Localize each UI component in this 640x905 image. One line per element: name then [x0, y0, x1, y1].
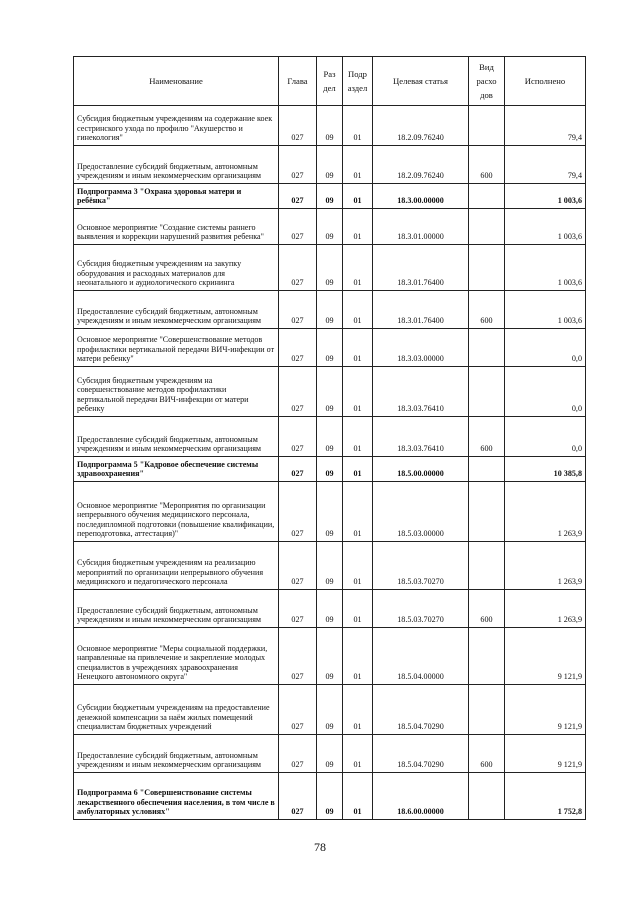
- cell-executed: 1 263,9: [505, 590, 586, 628]
- cell-expense-type: [469, 542, 505, 590]
- cell-executed: 79,4: [505, 106, 586, 146]
- cell-section: 09: [317, 482, 343, 542]
- cell-chapter: 027: [279, 590, 317, 628]
- cell-target-article: 18.3.01.00000: [373, 209, 469, 245]
- cell-section: 09: [317, 209, 343, 245]
- cell-expense-type: 600: [469, 146, 505, 184]
- table-row: [74, 482, 586, 542]
- cell-name: Субсидия бюджетным учреждениям на совершенствование методов профилактики вертикальной передачи ВИЧ-инфекции от матери ребенку: [74, 367, 279, 417]
- header-name: Наименование: [74, 57, 279, 106]
- cell-subsection: 01: [343, 417, 373, 457]
- cell-section: 09: [317, 590, 343, 628]
- cell-executed: 9 121,9: [505, 685, 586, 735]
- table-row: [74, 245, 586, 291]
- table-row: [74, 146, 586, 184]
- cell-section: 09: [317, 457, 343, 482]
- page-number: 78: [314, 840, 326, 854]
- cell-expense-type: [469, 329, 505, 367]
- cell-target-article: 18.5.04.00000: [373, 628, 469, 685]
- cell-executed: 1 003,6: [505, 209, 586, 245]
- cell-executed: 9 121,9: [505, 735, 586, 773]
- table-row: [74, 773, 586, 820]
- cell-chapter: 027: [279, 542, 317, 590]
- cell-section: 09: [317, 628, 343, 685]
- cell-chapter: 027: [279, 184, 317, 209]
- cell-chapter: 027: [279, 735, 317, 773]
- cell-section: 09: [317, 542, 343, 590]
- cell-expense-type: 600: [469, 291, 505, 329]
- cell-subsection: 01: [343, 457, 373, 482]
- table-body: [74, 106, 586, 820]
- cell-expense-type: [469, 106, 505, 146]
- cell-target-article: 18.2.09.76240: [373, 106, 469, 146]
- cell-subsection: 01: [343, 329, 373, 367]
- cell-executed: 1 003,6: [505, 184, 586, 209]
- cell-subsection: 01: [343, 735, 373, 773]
- table-header-row: [74, 57, 586, 106]
- cell-chapter: 027: [279, 209, 317, 245]
- table-row: [74, 735, 586, 773]
- table-row: [74, 417, 586, 457]
- cell-name: Предоставление субсидий бюджетным, автономным учреждениям и иным некоммерческим организациям: [74, 146, 279, 184]
- cell-expense-type: 600: [469, 590, 505, 628]
- cell-section: 09: [317, 291, 343, 329]
- cell-subsection: 01: [343, 773, 373, 820]
- cell-section: 09: [317, 245, 343, 291]
- cell-expense-type: [469, 457, 505, 482]
- table-row: [74, 209, 586, 245]
- header-section: Раз дел: [317, 57, 343, 106]
- cell-subsection: 01: [343, 482, 373, 542]
- cell-subsection: 01: [343, 106, 373, 146]
- cell-section: 09: [317, 184, 343, 209]
- cell-target-article: 18.5.03.70270: [373, 542, 469, 590]
- cell-subsection: 01: [343, 542, 373, 590]
- cell-expense-type: 600: [469, 735, 505, 773]
- cell-name: Субсидия бюджетным учреждениям на закупку оборудования и расходных материалов для неонатального и аудиологического скрининга: [74, 245, 279, 291]
- cell-target-article: 18.3.01.76400: [373, 245, 469, 291]
- cell-name: Основное мероприятие "Меры социальной поддержки, направленные на привлечение и закрепление молодых специалистов в учреждениях здравоохранения Ненецкого автономного округа": [74, 628, 279, 685]
- cell-executed: 1 003,6: [505, 245, 586, 291]
- cell-subsection: 01: [343, 245, 373, 291]
- table-row: [74, 291, 586, 329]
- cell-expense-type: [469, 367, 505, 417]
- header-expense-type: Вид расхо дов: [469, 57, 505, 106]
- cell-expense-type: [469, 685, 505, 735]
- cell-executed: 1 263,9: [505, 482, 586, 542]
- cell-expense-type: [469, 209, 505, 245]
- cell-subsection: 01: [343, 367, 373, 417]
- cell-section: 09: [317, 773, 343, 820]
- cell-name: Субсидии бюджетным учреждениям на предоставление денежной компенсации за наём жилых помещений специалистам бюджетных учреждений: [74, 685, 279, 735]
- cell-target-article: 18.5.00.00000: [373, 457, 469, 482]
- cell-target-article: 18.5.03.00000: [373, 482, 469, 542]
- cell-chapter: 027: [279, 146, 317, 184]
- cell-chapter: 027: [279, 291, 317, 329]
- table-row: [74, 367, 586, 417]
- cell-target-article: 18.3.00.00000: [373, 184, 469, 209]
- cell-name: Основное мероприятие "Создание системы раннего выявления и коррекции нарушений развития ребенка": [74, 209, 279, 245]
- cell-chapter: 027: [279, 245, 317, 291]
- cell-chapter: 027: [279, 106, 317, 146]
- cell-chapter: 027: [279, 773, 317, 820]
- budget-table: [73, 56, 586, 820]
- cell-executed: 1 752,8: [505, 773, 586, 820]
- cell-chapter: 027: [279, 417, 317, 457]
- cell-expense-type: 600: [469, 417, 505, 457]
- header-target-article: Целевая статья: [373, 57, 469, 106]
- cell-name: Подпрограмма 3 "Охрана здоровья матери и ребёнка": [74, 184, 279, 209]
- header-subsection: Подр аздел: [343, 57, 373, 106]
- cell-chapter: 027: [279, 329, 317, 367]
- cell-subsection: 01: [343, 146, 373, 184]
- cell-name: Предоставление субсидий бюджетным, автономным учреждениям и иным некоммерческим организациям: [74, 590, 279, 628]
- cell-chapter: 027: [279, 482, 317, 542]
- cell-section: 09: [317, 417, 343, 457]
- table-row: [74, 685, 586, 735]
- cell-name: Подпрограмма 6 "Совершенствование системы лекарственного обеспечения населения, в том числе в амбулаторных условиях": [74, 773, 279, 820]
- cell-section: 09: [317, 106, 343, 146]
- cell-subsection: 01: [343, 685, 373, 735]
- cell-chapter: 027: [279, 628, 317, 685]
- header-executed: Исполнено: [505, 57, 586, 106]
- table-row: [74, 628, 586, 685]
- cell-section: 09: [317, 735, 343, 773]
- cell-executed: 0,0: [505, 417, 586, 457]
- cell-name: Субсидия бюджетным учреждениям на содержание коек сестринского ухода по профилю "Акушерство и гинекология": [74, 106, 279, 146]
- cell-expense-type: [469, 184, 505, 209]
- cell-section: 09: [317, 685, 343, 735]
- cell-executed: 1 263,9: [505, 542, 586, 590]
- cell-name: Предоставление субсидий бюджетным, автономным учреждениям и иным некоммерческим организациям: [74, 417, 279, 457]
- cell-expense-type: [469, 628, 505, 685]
- cell-executed: 79,4: [505, 146, 586, 184]
- cell-subsection: 01: [343, 209, 373, 245]
- cell-executed: 9 121,9: [505, 628, 586, 685]
- cell-name: Предоставление субсидий бюджетным, автономным учреждениям и иным некоммерческим организациям: [74, 291, 279, 329]
- cell-target-article: 18.5.04.70290: [373, 685, 469, 735]
- cell-subsection: 01: [343, 590, 373, 628]
- table-row: [74, 542, 586, 590]
- cell-chapter: 027: [279, 685, 317, 735]
- cell-subsection: 01: [343, 184, 373, 209]
- cell-executed: 10 385,8: [505, 457, 586, 482]
- cell-name: Основное мероприятие "Совершенствование методов профилактики вертикальной передачи ВИЧ-инфекции от матери ребенку": [74, 329, 279, 367]
- cell-name: Субсидия бюджетным учреждениям на реализацию мероприятий по организации непрерывного обучения медицинского и педагогического персонала: [74, 542, 279, 590]
- budget-table-container: [73, 56, 585, 820]
- cell-target-article: 18.6.00.00000: [373, 773, 469, 820]
- table-row: [74, 590, 586, 628]
- cell-target-article: 18.3.03.00000: [373, 329, 469, 367]
- cell-target-article: 18.3.03.76410: [373, 417, 469, 457]
- cell-subsection: 01: [343, 628, 373, 685]
- table-row: [74, 329, 586, 367]
- cell-expense-type: [469, 245, 505, 291]
- cell-target-article: 18.3.01.76400: [373, 291, 469, 329]
- cell-target-article: 18.2.09.76240: [373, 146, 469, 184]
- cell-subsection: 01: [343, 291, 373, 329]
- cell-section: 09: [317, 329, 343, 367]
- table-row: [74, 184, 586, 209]
- table-row: [74, 457, 586, 482]
- table-row: [74, 106, 586, 146]
- cell-chapter: 027: [279, 367, 317, 417]
- cell-name: Основное мероприятие "Мероприятия по организации непрерывного обучения медицинского персонала, последипломной подготовки (повышение квалификации, переподготовка, аттестация)": [74, 482, 279, 542]
- cell-name: Подпрограмма 5 "Кадровое обеспечение системы здравоохранения": [74, 457, 279, 482]
- cell-expense-type: [469, 482, 505, 542]
- cell-expense-type: [469, 773, 505, 820]
- cell-target-article: 18.3.03.76410: [373, 367, 469, 417]
- cell-executed: 0,0: [505, 329, 586, 367]
- cell-section: 09: [317, 146, 343, 184]
- cell-name: Предоставление субсидий бюджетным, автономным учреждениям и иным некоммерческим организациям: [74, 735, 279, 773]
- cell-executed: 1 003,6: [505, 291, 586, 329]
- cell-target-article: 18.5.03.70270: [373, 590, 469, 628]
- header-chapter: Глава: [279, 57, 317, 106]
- cell-chapter: 027: [279, 457, 317, 482]
- cell-section: 09: [317, 367, 343, 417]
- cell-executed: 0,0: [505, 367, 586, 417]
- cell-target-article: 18.5.04.70290: [373, 735, 469, 773]
